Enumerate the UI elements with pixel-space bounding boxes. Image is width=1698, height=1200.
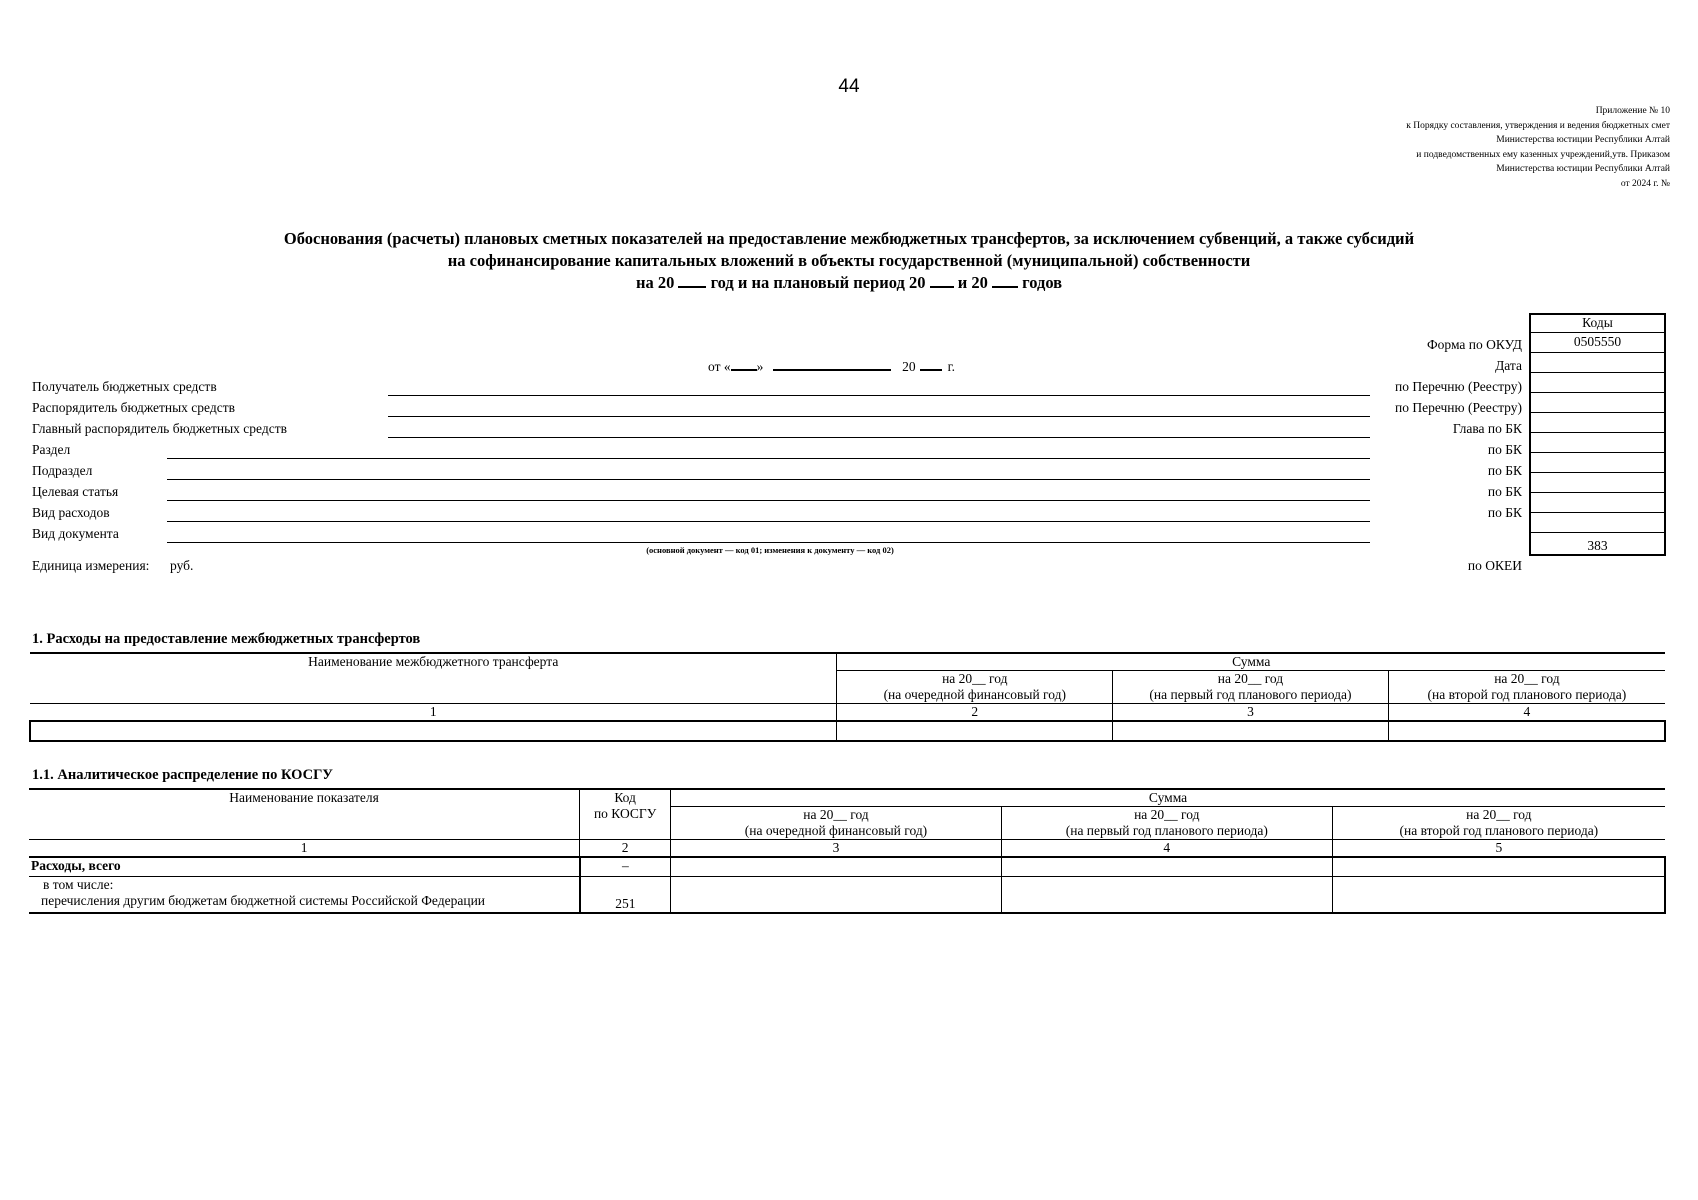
unit-value: руб. [170,558,194,573]
codes-header: Коды [1530,314,1665,332]
code-registry[interactable] [1530,372,1665,392]
appendix-note [1406,104,1670,191]
field-label-subsection: Подраздел [32,463,93,478]
subsection-field[interactable] [167,479,1370,480]
appendix-line: Министерства юстиции Республики Алтай [1496,135,1670,145]
code-registry[interactable] [1530,392,1665,412]
appendix-line: и подведомственных ему казенных учреждений,утв. Приказом [1416,149,1670,160]
chief-manager-field[interactable] [388,437,1370,438]
col-kosgu-code: Код по КОСГУ [580,789,671,840]
col-sum: Сумма [671,789,1665,807]
section-1-title: 1. Расходы на предоставление межбюджетных трансфертов [32,631,421,647]
col-year-3: на 20__ год (на второй год планового периода) [1388,671,1665,704]
row-total-code: – [580,857,671,877]
day-field[interactable] [731,358,757,371]
year-blank[interactable] [992,272,1018,288]
appendix-line: Приложение № 10 [1595,106,1670,116]
field-label-expense-type: Вид расходов [32,505,110,520]
month-field[interactable] [773,358,891,371]
transfer-sum-cell[interactable] [1113,721,1389,741]
codes-label-registry: по Перечню (Реестру) [1395,379,1522,394]
transfer-sum-cell[interactable] [837,721,1113,741]
col-num: 5 [1332,840,1665,857]
section-field[interactable] [167,458,1370,459]
transfer-name-cell[interactable] [30,721,837,741]
col-num: 3 [1113,704,1389,721]
row-transfer-label: в том числе: перечисления другим бюджетам бюджетной системы Российской Федерации [29,877,580,913]
field-label-target-item: Целевая статья [32,484,119,499]
appendix-line: к Порядку составления, утверждения и ведения бюджетных смет [1406,120,1670,131]
section-1-1-title: 1.1. Аналитическое распределение по КОСГУ [32,767,333,783]
code-okud[interactable]: 0505550 [1530,332,1665,352]
total-sum-cell[interactable] [671,857,1002,877]
appendix-line: Министерства юстиции Республики Алтай [1496,164,1670,174]
col-num: 2 [580,840,671,857]
field-label-chief-manager: Главный распорядитель бюджетных средств [32,421,287,436]
target-item-field[interactable] [167,500,1370,501]
col-transfer-name: Наименование межбюджетного трансферта [30,653,837,704]
page-number: 44 [838,76,860,97]
year-blank[interactable] [678,272,706,288]
expense-type-field[interactable] [167,521,1370,522]
doc-type-field[interactable] [167,542,1370,543]
document-title [0,228,1698,294]
year-blank[interactable] [930,272,954,288]
field-label-section: Раздел [32,442,71,457]
col-num: 1 [30,704,837,721]
transfer-sum-cell[interactable] [671,877,1002,913]
kosgu-table [29,788,1666,914]
appendix-line: от 2024 г. № [1620,178,1670,189]
row-transfer-code: 251 [580,877,671,913]
col-indicator-name: Наименование показателя [29,789,580,840]
code-bk[interactable] [1530,452,1665,472]
col-num: 1 [29,840,580,857]
codes-table [1529,313,1666,556]
col-sum: Сумма [837,653,1665,671]
title-line-1: Обоснования (расчеты) плановых сметных показателей на предоставление межбюджетных трансфертов, за исключением субвенций, а также субсидий [283,229,1415,248]
doc-type-note: (основной документ — код 01; изменения к документу — код 02) [646,545,894,555]
codes-label-bk: по БК [1487,463,1522,478]
codes-label-bk: по БК [1487,505,1522,520]
codes-label-okud: Форма по ОКУД [1426,337,1522,352]
codes-label-okei: по ОКЕИ [1467,558,1522,573]
title-line-2: на софинансирование капитальных вложений в объекты государственной (муниципальной) собственности [447,251,1251,270]
transfer-sum-cell[interactable] [1001,877,1332,913]
transfers-table [29,652,1666,742]
total-sum-cell[interactable] [1001,857,1332,877]
col-year-1: на 20__ год (на очередной финансовый год) [837,671,1113,704]
manager-field[interactable] [388,416,1370,417]
code-doc-type[interactable] [1530,512,1665,532]
codes-label-bk: по БК [1487,484,1522,499]
col-num: 4 [1001,840,1332,857]
col-num: 2 [837,704,1113,721]
date-line: от « » 20 г. [708,359,955,374]
field-label-recipient: Получатель бюджетных средств [32,379,217,394]
code-bk[interactable] [1530,432,1665,452]
col-num: 3 [671,840,1002,857]
field-label-doc-type: Вид документа [32,526,119,541]
code-chapter[interactable] [1530,412,1665,432]
code-bk[interactable] [1530,492,1665,512]
transfer-sum-cell[interactable] [1388,721,1665,741]
code-bk[interactable] [1530,472,1665,492]
codes-label-registry: по Перечню (Реестру) [1395,400,1522,415]
year-field[interactable] [920,358,942,371]
title-line-3: на 20 год и на плановый период 20 и 20 годов [635,273,1063,292]
code-date[interactable] [1530,352,1665,372]
col-year-2: на 20__ год (на первый год планового периода) [1001,807,1332,840]
codes-label-bk: по БК [1487,442,1522,457]
row-total-label: Расходы, всего [29,857,580,877]
unit-label: Единица измерения: [32,558,150,573]
transfer-sum-cell[interactable] [1332,877,1665,913]
field-label-manager: Распорядитель бюджетных средств [32,400,235,415]
col-year-1: на 20__ год (на очередной финансовый год) [671,807,1002,840]
col-year-2: на 20__ год (на первый год планового периода) [1113,671,1389,704]
col-year-3: на 20__ год (на второй год планового периода) [1332,807,1665,840]
col-num: 4 [1388,704,1665,721]
code-okei[interactable]: 383 [1530,532,1665,555]
recipient-field[interactable] [388,395,1370,396]
codes-label-chapter: Глава по БК [1452,421,1522,436]
codes-label-date: Дата [1495,358,1522,373]
total-sum-cell[interactable] [1332,857,1665,877]
